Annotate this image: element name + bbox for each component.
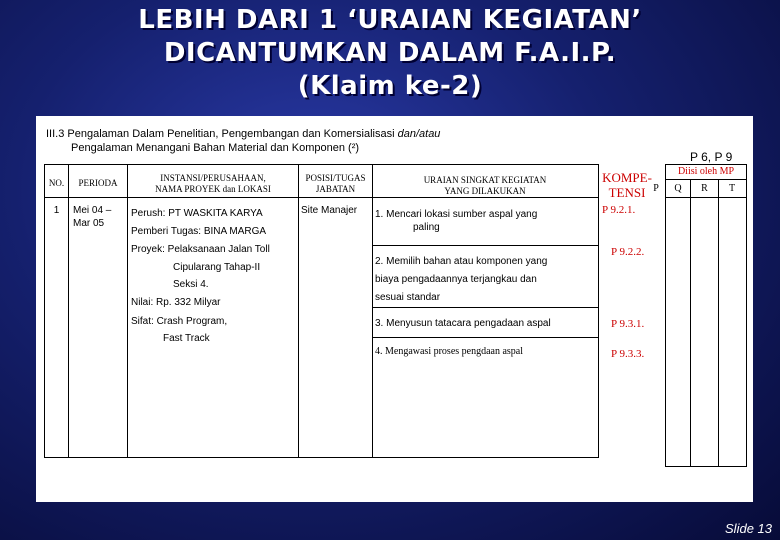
activity-3-text: 3. Menyusun tatacara pengadaan aspal (375, 318, 551, 329)
col-header-periode: PERIODA (78, 178, 118, 188)
mp-header-label: Diisi oleh MP (677, 166, 735, 177)
activity-1-line1: 1. Mencari lokasi sumber aspal yang (375, 209, 538, 220)
row-proyek-line2: Cipularang Tahap-II (173, 262, 261, 273)
activity-4-kompetensi: P 9.3.3. (611, 348, 645, 360)
activity-3-kompetensi: P 9.3.1. (611, 318, 645, 330)
col-header-uraian (373, 175, 597, 197)
activity-divider-1 (372, 245, 598, 246)
slide-title-line-1: LEBIH DARI 1 ‘URAIAN KEGIATAN’ (138, 5, 642, 35)
activity-1-line2: paling (413, 222, 440, 233)
mp-col-divider-1 (690, 179, 691, 466)
section-heading-italic: dan/atau (397, 128, 441, 140)
row-proyek-line3: Seksi 4. (173, 279, 209, 290)
slide-number: Slide 13 (725, 521, 772, 536)
row-nilai: Nilai: Rp. 332 Milyar (131, 297, 221, 308)
activity-2-line1: 2. Memilih bahan atau komponen yang (375, 256, 548, 267)
row-periode (73, 204, 111, 230)
col-divider-periode (127, 164, 128, 457)
row-pemberi-tugas: Pemberi Tugas: BINA MARGA (131, 226, 267, 237)
mp-col-divider-2 (718, 179, 719, 466)
row-proyek: Proyek: Pelaksanaan Jalan Toll (131, 244, 270, 255)
col-header-q: Q (674, 183, 682, 194)
row-periode-line1: Mei 04 – (73, 205, 112, 216)
col-header-instansi-line1: INSTANSI/PERUSAHAAN, (160, 173, 266, 183)
col-header-posisi-line2: JABATAN (315, 184, 356, 194)
row-periode-line2: Mar 05 (73, 218, 105, 229)
col-divider-instansi (298, 164, 299, 457)
activity-divider-2 (372, 307, 598, 308)
slide-title-line-2: DICANTUMKAN DALAM F.A.I.P. (163, 38, 617, 68)
activity-1-kompetensi: P 9.2.1. (602, 204, 636, 216)
col-header-t: T (728, 183, 736, 194)
activity-2-line3: sesuai standar (375, 292, 441, 303)
form-sheet (36, 116, 753, 502)
row-posisi: Site Manajer (301, 205, 358, 216)
col-header-instansi-line2: NAMA PROYEK dan LOKASI (155, 184, 271, 194)
section-heading-text: III.3 Pengalaman Dalam Penelitian, Pengembangan dan Komersialisasi (46, 128, 395, 140)
mp-frame (665, 164, 747, 467)
col-header-posisi (299, 173, 372, 195)
col-divider-no (68, 164, 69, 457)
section-heading-line2: Pengalaman Menangani Bahan Material dan Komponen (²) (71, 142, 360, 154)
row-sifat-line2: Fast Track (163, 333, 210, 344)
slide-title-line-3: (Klaim ke-2) (297, 71, 483, 101)
col-header-uraian-line1: URAIAN SINGKAT KEGIATAN (423, 175, 547, 185)
activity-2-kompetensi: P 9.2.2. (611, 246, 645, 258)
col-header-no: NO. (48, 178, 65, 188)
activity-1-text (375, 208, 537, 234)
mp-header-divider (665, 179, 746, 180)
col-header-kompetensi-line1: KOMPE- (602, 170, 652, 185)
activity-4-text: 4. Mengawasi proses pengdaan aspal (375, 346, 524, 357)
col-divider-posisi (372, 164, 373, 457)
row-no: 1 (53, 205, 60, 216)
mp-subheader-divider (665, 197, 746, 198)
row-sifat: Sifat: Crash Program, (131, 316, 228, 327)
col-header-uraian-line2: YANG DILAKUKAN (444, 186, 526, 196)
col-header-r: R (701, 183, 708, 194)
activity-2-text (375, 253, 547, 307)
col-header-instansi (129, 173, 297, 195)
col-header-p: P (653, 183, 659, 194)
col-header-kompetensi-line2: TENSI (608, 185, 646, 200)
activity-divider-3 (372, 337, 598, 338)
section-heading (46, 128, 440, 141)
row-perusahaan: Perush: PT WASKITA KARYA (131, 208, 263, 219)
activity-2-line2: biaya pengadaannya terjangkau dan (375, 274, 537, 285)
page-reference: P 6, P 9 (690, 150, 733, 164)
slide-title (0, 4, 780, 103)
col-header-posisi-line1: POSISI/TUGAS (305, 173, 366, 183)
